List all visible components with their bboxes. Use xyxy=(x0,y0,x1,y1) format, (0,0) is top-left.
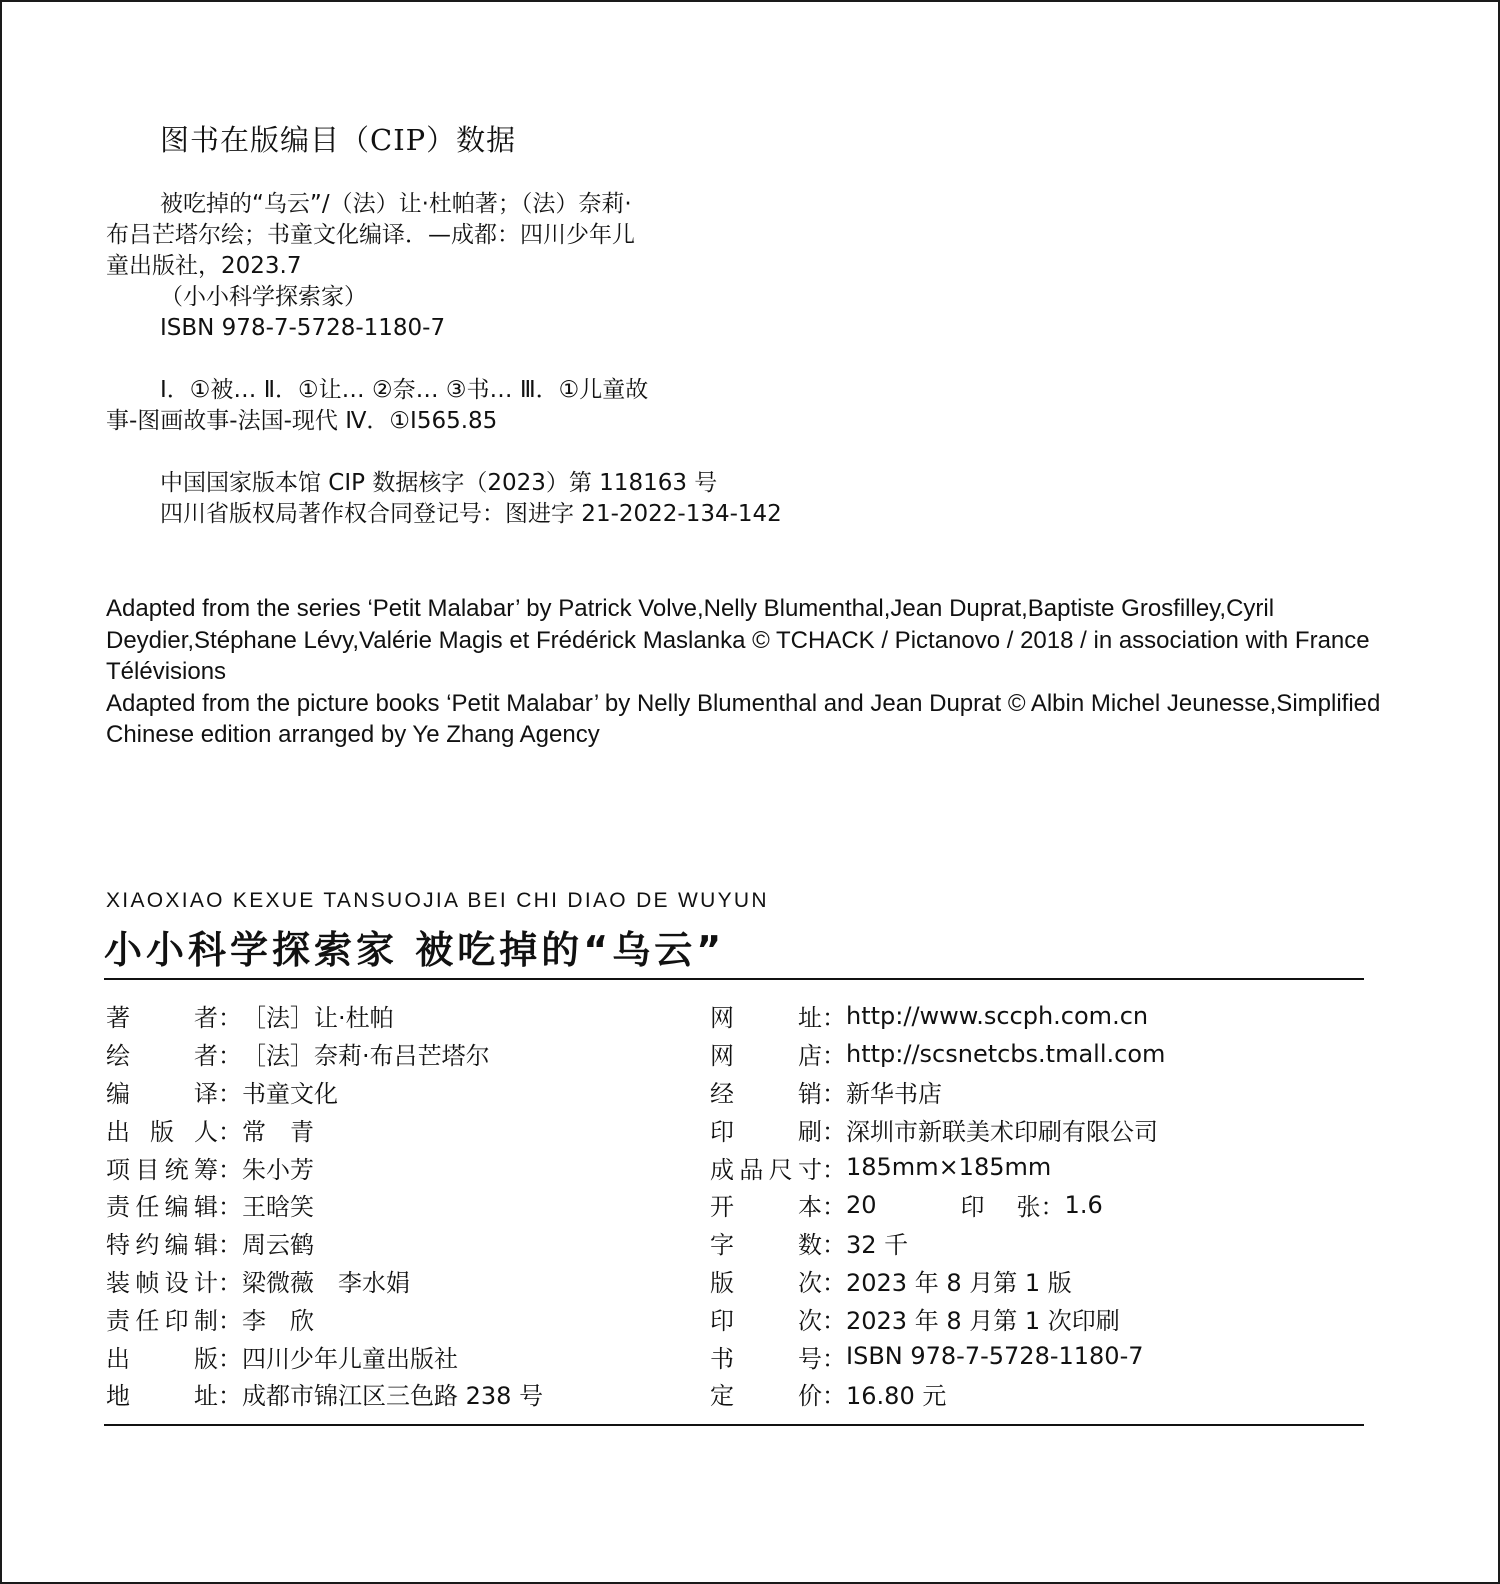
label-char: 尺 xyxy=(768,1155,793,1184)
info-value: http://www.sccph.com.cn xyxy=(846,1001,1149,1030)
info-label xyxy=(961,1187,1041,1222)
label-char: 品 xyxy=(739,1155,764,1184)
label-char: 项 xyxy=(106,1155,130,1184)
info-value: ［法］奈莉·布吕芒塔尔 xyxy=(242,1042,490,1071)
label-char: 译 xyxy=(194,1079,218,1108)
label-char: 网 xyxy=(710,1042,734,1071)
label-char: 辑 xyxy=(193,1231,218,1260)
label-char: 址 xyxy=(798,1004,822,1033)
label-char: 书 xyxy=(710,1344,734,1373)
label-char: 责 xyxy=(106,1306,130,1335)
info-value: 四川少年儿童出版社 xyxy=(242,1344,458,1373)
label-colon: ： xyxy=(822,1306,846,1335)
label-colon: ： xyxy=(218,1306,242,1335)
label-colon: ： xyxy=(218,1004,242,1033)
cip-verification xyxy=(106,468,782,530)
info-label xyxy=(106,1263,218,1298)
label-char: 号 xyxy=(798,1344,822,1373)
label-char: 次 xyxy=(798,1268,822,1297)
label-char: 者 xyxy=(194,1004,218,1033)
label-char: 印 xyxy=(164,1306,189,1335)
info-label xyxy=(106,1376,218,1411)
divider xyxy=(104,1424,1364,1426)
divider xyxy=(104,978,1364,980)
label-char: 统 xyxy=(164,1155,189,1184)
cip-series: （小小科学探索家） xyxy=(160,284,367,310)
info-row xyxy=(106,1073,686,1111)
label-char: 店 xyxy=(798,1042,822,1071)
label-colon: ： xyxy=(218,1117,242,1146)
info-value: 185mm×185mm xyxy=(846,1153,1052,1182)
label-char: 帧 xyxy=(135,1268,160,1297)
label-char: 开 xyxy=(710,1193,734,1222)
info-label xyxy=(106,1074,218,1109)
info-label xyxy=(106,1187,218,1222)
info-value: 成都市锦江区三色路 238 号 xyxy=(242,1382,544,1411)
label-char: 辑 xyxy=(193,1193,218,1222)
info-label xyxy=(710,1263,822,1298)
label-colon: ： xyxy=(822,1193,846,1222)
cip-classification xyxy=(106,375,648,437)
info-row xyxy=(106,1299,686,1337)
label-char: 任 xyxy=(135,1306,160,1335)
label-char: 定 xyxy=(710,1382,734,1411)
label-char: 责 xyxy=(106,1193,130,1222)
info-label xyxy=(106,1150,218,1185)
info-row xyxy=(710,1073,1350,1111)
label-char: 张 xyxy=(1016,1193,1041,1222)
label-char: 出 xyxy=(106,1344,130,1373)
label-char: 编 xyxy=(106,1079,130,1108)
label-char: 著 xyxy=(106,1004,130,1033)
label-char: 筹 xyxy=(193,1155,218,1184)
info-value: 朱小芳 xyxy=(242,1155,314,1184)
label-char: 编 xyxy=(164,1193,189,1222)
label-char: 设 xyxy=(164,1268,189,1297)
label-char: 出 xyxy=(106,1117,130,1146)
label-char: 刷 xyxy=(798,1117,822,1146)
label-char: 网 xyxy=(710,1004,734,1033)
info-label xyxy=(106,1036,218,1071)
label-char: 版 xyxy=(150,1117,174,1146)
copyright-contract-number: 四川省版权局著作权合同登记号：图进字 21-2022-134-142 xyxy=(160,501,782,527)
label-char: 数 xyxy=(798,1231,822,1260)
label-colon: ： xyxy=(822,1344,846,1373)
label-char: 印 xyxy=(710,1306,734,1335)
classification-line: Ⅰ．①被… Ⅱ．①让… ②奈… ③书… Ⅲ．①儿童故 xyxy=(160,377,649,403)
cip-verify-number: 中国国家版本馆 CIP 数据核字（2023）第 118163 号 xyxy=(160,470,718,496)
info-value: 新华书店 xyxy=(846,1079,942,1108)
label-char: 者 xyxy=(194,1042,218,1071)
info-value: 周云鹤 xyxy=(242,1231,314,1260)
label-char: 销 xyxy=(798,1079,822,1108)
info-label xyxy=(710,1036,822,1071)
info-row xyxy=(106,997,686,1035)
info-value: 16.80 元 xyxy=(846,1382,947,1411)
label-colon: ： xyxy=(822,1042,846,1071)
label-colon: ： xyxy=(218,1268,242,1297)
info-row xyxy=(710,1224,1350,1262)
label-colon: ： xyxy=(218,1231,242,1260)
info-label xyxy=(106,1301,218,1336)
credits-paragraph: Adapted from the series ‘Petit Malabar’ by Patrick Volve,Nelly Blumenthal,Jean Duprat,Baptiste Grosfilley,Cyril Deydier,Stéphane Lévy,Valérie Magis et Frédérick Maslanka © TCHACK / Pictanovo / 2018 / in association with France Télévisions xyxy=(106,595,1370,685)
label-char: 制 xyxy=(193,1306,218,1335)
info-value: 李 欣 xyxy=(242,1306,314,1335)
cip-heading: 图书在版编目（CIP）数据 xyxy=(160,123,517,157)
info-label xyxy=(710,1376,822,1411)
info-row xyxy=(106,1186,686,1224)
info-row xyxy=(106,1110,686,1148)
label-char: 版 xyxy=(194,1344,218,1373)
info-label xyxy=(106,1112,218,1147)
cip-line: 被吃掉的“乌云”/（法）让·杜帕著；（法）奈莉· xyxy=(160,191,632,217)
label-char: 印 xyxy=(960,1193,985,1222)
label-char: 印 xyxy=(710,1117,734,1146)
info-value: 2023 年 8 月第 1 次印刷 xyxy=(846,1306,1120,1335)
label-char: 本 xyxy=(798,1193,822,1222)
info-row xyxy=(710,1375,1350,1413)
label-char: 装 xyxy=(106,1268,130,1297)
label-colon: ： xyxy=(822,1382,846,1411)
label-colon: ： xyxy=(218,1079,242,1108)
info-row xyxy=(106,1375,686,1413)
info-label xyxy=(106,998,218,1033)
info-label xyxy=(710,998,822,1033)
info-label xyxy=(710,1074,822,1109)
info-value: 32 千 xyxy=(846,1231,909,1260)
label-colon: ： xyxy=(822,1079,846,1108)
cip-line: 童出版社，2023.7 xyxy=(106,253,302,279)
label-char: 价 xyxy=(798,1382,822,1411)
info-value: 深圳市新联美术印刷有限公司 xyxy=(846,1117,1158,1146)
info-row xyxy=(710,1148,1350,1186)
info-value: 1.6 xyxy=(1064,1190,1103,1219)
info-label xyxy=(710,1339,822,1374)
info-row xyxy=(710,997,1350,1035)
label-char: 经 xyxy=(710,1079,734,1108)
credits-paragraph: Adapted from the picture books ‘Petit Malabar’ by Nelly Blumenthal and Jean Duprat © Albin Michel Jeunesse,Simplified Chinese edition arranged by Ye Zhang Agency xyxy=(106,689,1381,748)
info-row xyxy=(710,1110,1350,1148)
info-row xyxy=(710,1186,1350,1224)
label-char: 地 xyxy=(106,1382,130,1411)
label-colon: ： xyxy=(218,1042,242,1071)
info-row xyxy=(710,1337,1350,1375)
info-row xyxy=(106,1337,686,1375)
label-char: 址 xyxy=(194,1382,218,1411)
label-colon: ： xyxy=(218,1155,242,1184)
info-label xyxy=(710,1112,822,1147)
info-value: 常 青 xyxy=(242,1117,314,1146)
info-row xyxy=(106,1224,686,1262)
label-colon: ： xyxy=(822,1004,846,1033)
classification-line: 事-图画故事-法国-现代 Ⅳ．①I565.85 xyxy=(106,408,498,434)
label-colon: ： xyxy=(218,1382,242,1411)
info-row xyxy=(710,1299,1350,1337)
label-colon: ： xyxy=(218,1344,242,1373)
info-value: 梁微薇 李水娟 xyxy=(242,1268,410,1297)
label-char: 目 xyxy=(135,1155,160,1184)
info-value: ISBN 978-7-5728-1180-7 xyxy=(846,1342,1144,1371)
cip-line: 布吕芒塔尔绘；书童文化编译．—成都：四川少年儿 xyxy=(106,222,635,248)
info-label xyxy=(710,1150,822,1185)
label-colon: ： xyxy=(822,1117,846,1146)
label-char: 绘 xyxy=(106,1042,130,1071)
info-value: 20 xyxy=(846,1190,877,1219)
label-colon: ： xyxy=(822,1268,846,1297)
label-char: 约 xyxy=(135,1231,160,1260)
info-row xyxy=(710,1035,1350,1073)
book-title: 小小科学探索家 被吃掉的“乌云” xyxy=(104,928,726,972)
label-char: 特 xyxy=(106,1231,130,1260)
label-char: 版 xyxy=(710,1268,734,1297)
publication-info-right xyxy=(710,997,1350,1413)
label-char: 编 xyxy=(164,1231,189,1260)
info-row xyxy=(106,1035,686,1073)
label-colon: ： xyxy=(822,1231,846,1260)
label-char: 任 xyxy=(135,1193,160,1222)
info-label xyxy=(106,1339,218,1374)
info-value: ［法］让·杜帕 xyxy=(242,1004,394,1033)
label-colon: ： xyxy=(822,1155,846,1184)
info-value: http://scsnetcbs.tmall.com xyxy=(846,1039,1166,1068)
info-row xyxy=(106,1148,686,1186)
label-char: 计 xyxy=(193,1268,218,1297)
info-label xyxy=(710,1225,822,1260)
info-value: 王晗笑 xyxy=(242,1193,314,1222)
info-label xyxy=(710,1301,822,1336)
info-value: 2023 年 8 月第 1 版 xyxy=(846,1268,1072,1297)
label-char: 次 xyxy=(798,1306,822,1335)
cip-record xyxy=(106,189,635,344)
label-char: 人 xyxy=(194,1117,218,1146)
label-char: 寸 xyxy=(797,1155,822,1184)
cip-isbn: ISBN 978-7-5728-1180-7 xyxy=(160,315,446,341)
info-row xyxy=(710,1262,1350,1300)
info-label xyxy=(710,1187,822,1222)
info-row xyxy=(106,1262,686,1300)
label-colon: ： xyxy=(218,1193,242,1222)
label-char: 成 xyxy=(710,1155,734,1184)
label-char: 字 xyxy=(710,1231,734,1260)
info-value: 书童文化 xyxy=(242,1079,338,1108)
english-credits xyxy=(106,593,1458,751)
info-label xyxy=(106,1225,218,1260)
label-colon: ： xyxy=(1040,1193,1065,1222)
publication-info-left xyxy=(106,997,686,1413)
pinyin-title: XIAOXIAO KEXUE TANSUOJIA BEI CHI DIAO DE WUYUN xyxy=(106,889,769,912)
